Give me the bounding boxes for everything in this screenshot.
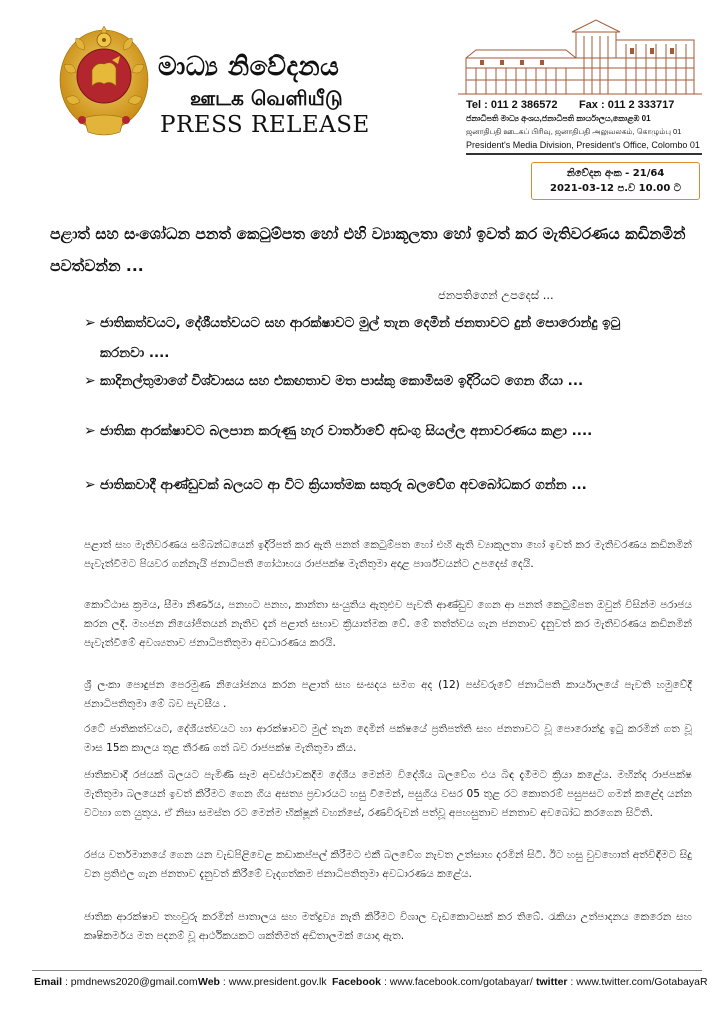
twitter-label: twitter xyxy=(536,976,568,988)
header-divider xyxy=(466,153,702,155)
reference-number: නිවේදන අංක - 21/64 xyxy=(566,168,665,179)
body-paragraph: රජය වර්තමානයේ ගෙන යන වැඩපිළිවෙළ කඩාකප්පල් කිරීමට එකී බලවේග නැවත උත්සාහ දරමින් සිටී. ඊට හසු වුවහොත් අත්විඳීමට සිදු වන ප්‍රතිඵල ගැන ජනතාව දැනුවත් කිරීමේ වැදගත්කම ජනාධිපතිතුමා අවධාරණය කළේය. xyxy=(84,849,692,880)
bullet-text: ජාතිකවාදී ආණ්ඩුවක් බලයට ආ විට ක්‍රියාත්මක සතුරු බලවේග අවබෝධකර ගන්න ... xyxy=(100,477,587,493)
bullet-item xyxy=(84,308,644,368)
body-paragraph: ශ්‍රී ලංකා පොදුජන පෙරමුණ නියෝජනය කරන පළාත් සහ සංසදය සමග අද (12) පස්වරුවේ ජනාධිපති කාර්යාලයේ පැවති හමුවේදී ජනාධිපතිතුමා මේ බව පැවසීය . xyxy=(84,679,692,710)
facebook-link[interactable]: : www.facebook.com/gotabayar/ xyxy=(383,976,533,988)
twitter-link[interactable]: : www.twitter.com/GotabayaR xyxy=(570,976,708,988)
division-sinhala: ජනාධිපති මාධ්‍ය අංශය,ජනාධිපති කාර්යාලය,කොළඹ 01 xyxy=(466,114,651,123)
sri-lanka-emblem-logo xyxy=(54,20,154,142)
body-paragraph: ජාතිකවාදී රජයක් බලයට පැමිණි සෑම අවස්ථාවකදීම දේශීය මෙන්ම විදේශීය බලවේග එය බිඳ දැමීමට ක්‍රියා කළේය. මහින්ද රාජපක්ෂ මැතිතුමා බලයෙන් ඉවත් කිරීමට ගෙන ගිය අසත්‍ය ප්‍රචාරයට හසු වීමෙන්, පසුගිය වසර 05 තුළ රට කොතරම් පසුපසට ගමන් කළේද යන්න වටහා ගත යුතුය. ඒ නිසා සමස්ත රට මෙන්ම භික්ෂූන් වහන්සේ, රණවිරුවන් පත්වූ අපහසුතාව ජනතාව අවබෝධ කරගෙන සිටිති. xyxy=(84,769,692,819)
arrow-bullet-icon: ➢ xyxy=(84,373,96,389)
bullet-text: ජාතිකත්වයට, දේශීයත්වයට සහ ආරක්ෂාවට මුල් තැන දෙමින් ජනතාවට දුන් පොරොන්දු ඉටු කරනවා .... xyxy=(100,315,621,361)
presidents-office-building-illustration xyxy=(456,18,704,96)
reference-datetime: 2021-03-12 ප.ව 10.00 ට xyxy=(550,183,681,194)
body-paragraph: කොට්ඨාස ක්‍රමය, සීමා නිර්ණය, පනහට පනහ, කාන්තා සංයුතිය ඇතුළුව පැවති ආණ්ඩුව ගෙන ආ පනත් කෙටුම්පත ඔවුන් විසින්ම පරාජය කරන ලදී. මහජන නියෝජිතයන් නැතිව දැන් පළාත් සභාව ක්‍රියාත්මක වේ. මේ තත්ත්වය ගැන ජනතාව දැනුවත් කර මැතිවරණය කඩිනමින් පැවැත්වීමේ අවශ්‍යතාව ජනාධිපතිතුමා අවධාරණය කරයි. xyxy=(84,599,692,649)
tel-label: Tel xyxy=(466,99,482,111)
website-link[interactable]: : www.president.gov.lk xyxy=(222,976,327,988)
title-sinhala: මාධ්‍ය නිවේදනය xyxy=(158,52,340,82)
body-paragraph: රටේ ජාතිකත්වයට, දේශීයත්වයට හා ආරක්ෂාවට මුල් තැන දෙමින් පක්ෂයේ ප්‍රතිපත්ති සහ ජනතාවට වූ පොරොන්දු ඉටු කරමින් ගත වූ මාස 15ක කාලය තුළ තීරණ ගත් බව රාජපක්ෂ මැතිතුමා කීය. xyxy=(84,723,692,754)
byline: ජනපතිගෙන් උපදෙස් ... xyxy=(438,288,554,302)
email-label: Email xyxy=(34,976,63,988)
bullet-item xyxy=(84,366,644,396)
body-paragraph: පළාත් සහ මැතිවරණය සම්බන්ධයෙන් ඉදිරිපත් කර ඇති පනත් කෙටුම්පත හෝ එහි ඇති ව්‍යාකූලතා හෝ ඉවත් කර මැතිවරණය කඩිනමින් පැවැත්වීමට පියවර ගන්නැයි ජනාධිපති ගෝඨාභය රාජපක්ෂ මැතිතුමා අදාළ පාර්ශ්වයන්ට උපදෙස් දෙයි. xyxy=(84,539,692,570)
web-label: Web xyxy=(198,976,220,988)
division-english: President's Media Division, President's Office, Colombo 01 xyxy=(466,140,700,150)
fax-number: : 011 2 333717 xyxy=(600,99,675,111)
reference-box xyxy=(531,162,700,200)
fax-label: Fax xyxy=(578,99,598,111)
arrow-bullet-icon: ➢ xyxy=(84,423,96,439)
body-paragraph: ජාතික ආරක්ෂාව තහවුරු කරමින් පාතාලය සහ මත්ද්‍රව්‍ය නැති කිරීමට විශාල වැඩකොටසක් කර තිබේ. රැකියා උත්පාදනය කෙරෙන සහ කෘෂිකර්මය මත පදනම් වූ ආර්ථිකයකට ශක්තිමත් අඩිතාලමක් යොදා ඇත. xyxy=(84,911,692,942)
bullet-item xyxy=(84,470,644,500)
division-tamil: ஜனாதிபதி ஊடகப் பிரிவு, ஜனாதிபதி அலுவலகம், கொழும்பு 01 xyxy=(466,127,682,136)
bullet-text: කාදිනල්තුමාගේ විශ්වාසය සහ එකඟතාව මත පාස්කු කොමිසම ඉදිරියට ගෙන ගියා ... xyxy=(100,373,584,389)
headline: පළාත් සහ සංශෝධන පනත් කෙටුම්පත හෝ එහි ව්‍යාකූලතා හෝ ඉවත් කර මැතිවරණය කඩිනමින් පවත්වන්න ... xyxy=(50,225,686,275)
title-tamil: ஊடக வெளியீடு xyxy=(190,86,343,110)
arrow-bullet-icon: ➢ xyxy=(84,477,96,493)
footer-divider xyxy=(32,970,702,971)
tel-number: : 011 2 386572 xyxy=(484,99,558,111)
bullet-item xyxy=(84,416,644,446)
email-address[interactable]: : pmdnews2020@gmail.com xyxy=(64,976,198,988)
facebook-label: Facebook xyxy=(332,976,382,988)
arrow-bullet-icon: ➢ xyxy=(84,315,96,331)
title-english: PRESS RELEASE xyxy=(160,112,370,138)
bullet-text: ජාතික ආරක්ෂාවට බලපාන කරුණු හැර වාර්තාවේ අඩංගු සියල්ල අනාවරණය කළා .... xyxy=(100,423,593,439)
contact-tel-fax xyxy=(466,99,674,111)
